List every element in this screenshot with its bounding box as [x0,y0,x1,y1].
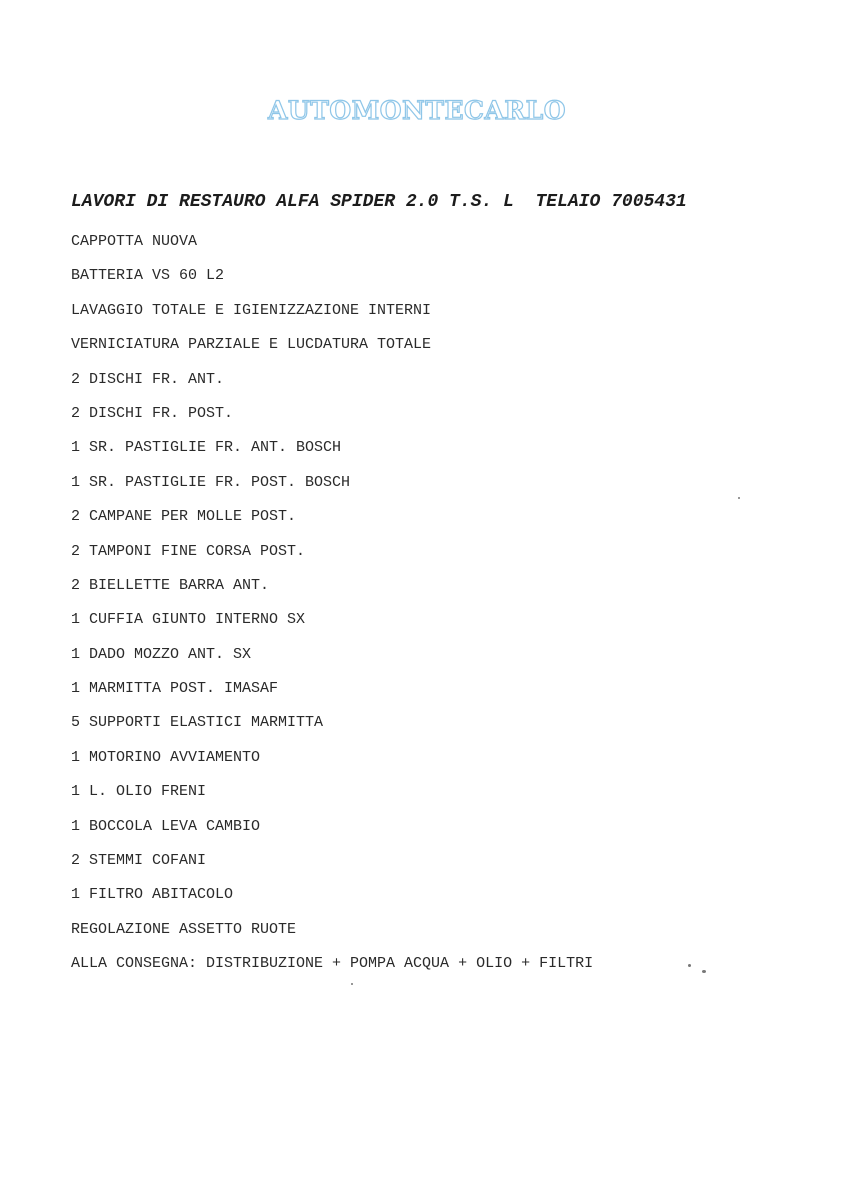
list-item: 1 MARMITTA POST. IMASAF [71,680,279,698]
list-item: 2 BIELLETTE BARRA ANT. [71,576,270,594]
list-item: CAPPOTTA NUOVA [71,233,198,250]
list-item: BATTERIA VS 60 L2 [71,267,225,285]
list-item: 1 L. OLIO FRENI [71,783,207,801]
list-item: REGOLAZIONE ASSETTO RUOTE [71,920,297,938]
scan-speck [702,970,706,973]
list-item: 1 BOCCOLA LEVA CAMBIO [71,817,261,835]
list-item: 1 DADO MOZZO ANT. SX [71,645,252,663]
list-item: 2 DISCHI FR. POST. [71,404,234,422]
list-item: LAVAGGIO TOTALE E IGIENIZZAZIONE INTERNI [71,301,432,319]
list-item: 2 DISCHI FR. ANT. [71,370,225,388]
list-item: 1 SR. PASTIGLIE FR. POST. BOSCH [71,473,351,491]
scan-speck [351,983,353,985]
list-item: 2 TAMPONI FINE CORSA POST. [71,542,306,560]
scan-speck [738,497,740,499]
work-order-title: LAVORI DI RESTAURO ALFA SPIDER 2.0 T.S. L TELAIO 7005431 [71,192,687,212]
list-item: 5 SUPPORTI ELASTICI MARMITTA [71,714,324,732]
list-item: ALLA CONSEGNA: DISTRIBUZIONE + POMPA ACQUA + OLIO + FILTRI [71,955,594,973]
company-logo-text: AUTOMONTECARLO [268,96,566,125]
list-item: 2 STEMMI COFANI [71,852,207,870]
list-item: VERNICIATURA PARZIALE E LUCDATURA TOTALE [71,336,432,354]
list-item: 2 CAMPANE PER MOLLE POST. [71,508,297,526]
work-items-list [71,231,593,988]
list-item: 1 MOTORINO AVVIAMENTO [71,748,261,766]
list-item: 1 SR. PASTIGLIE FR. ANT. BOSCH [71,439,342,457]
list-item: 1 CUFFIA GIUNTO INTERNO SX [71,611,306,629]
scan-speck [688,964,691,967]
list-item: 1 FILTRO ABITACOLO [71,886,234,904]
